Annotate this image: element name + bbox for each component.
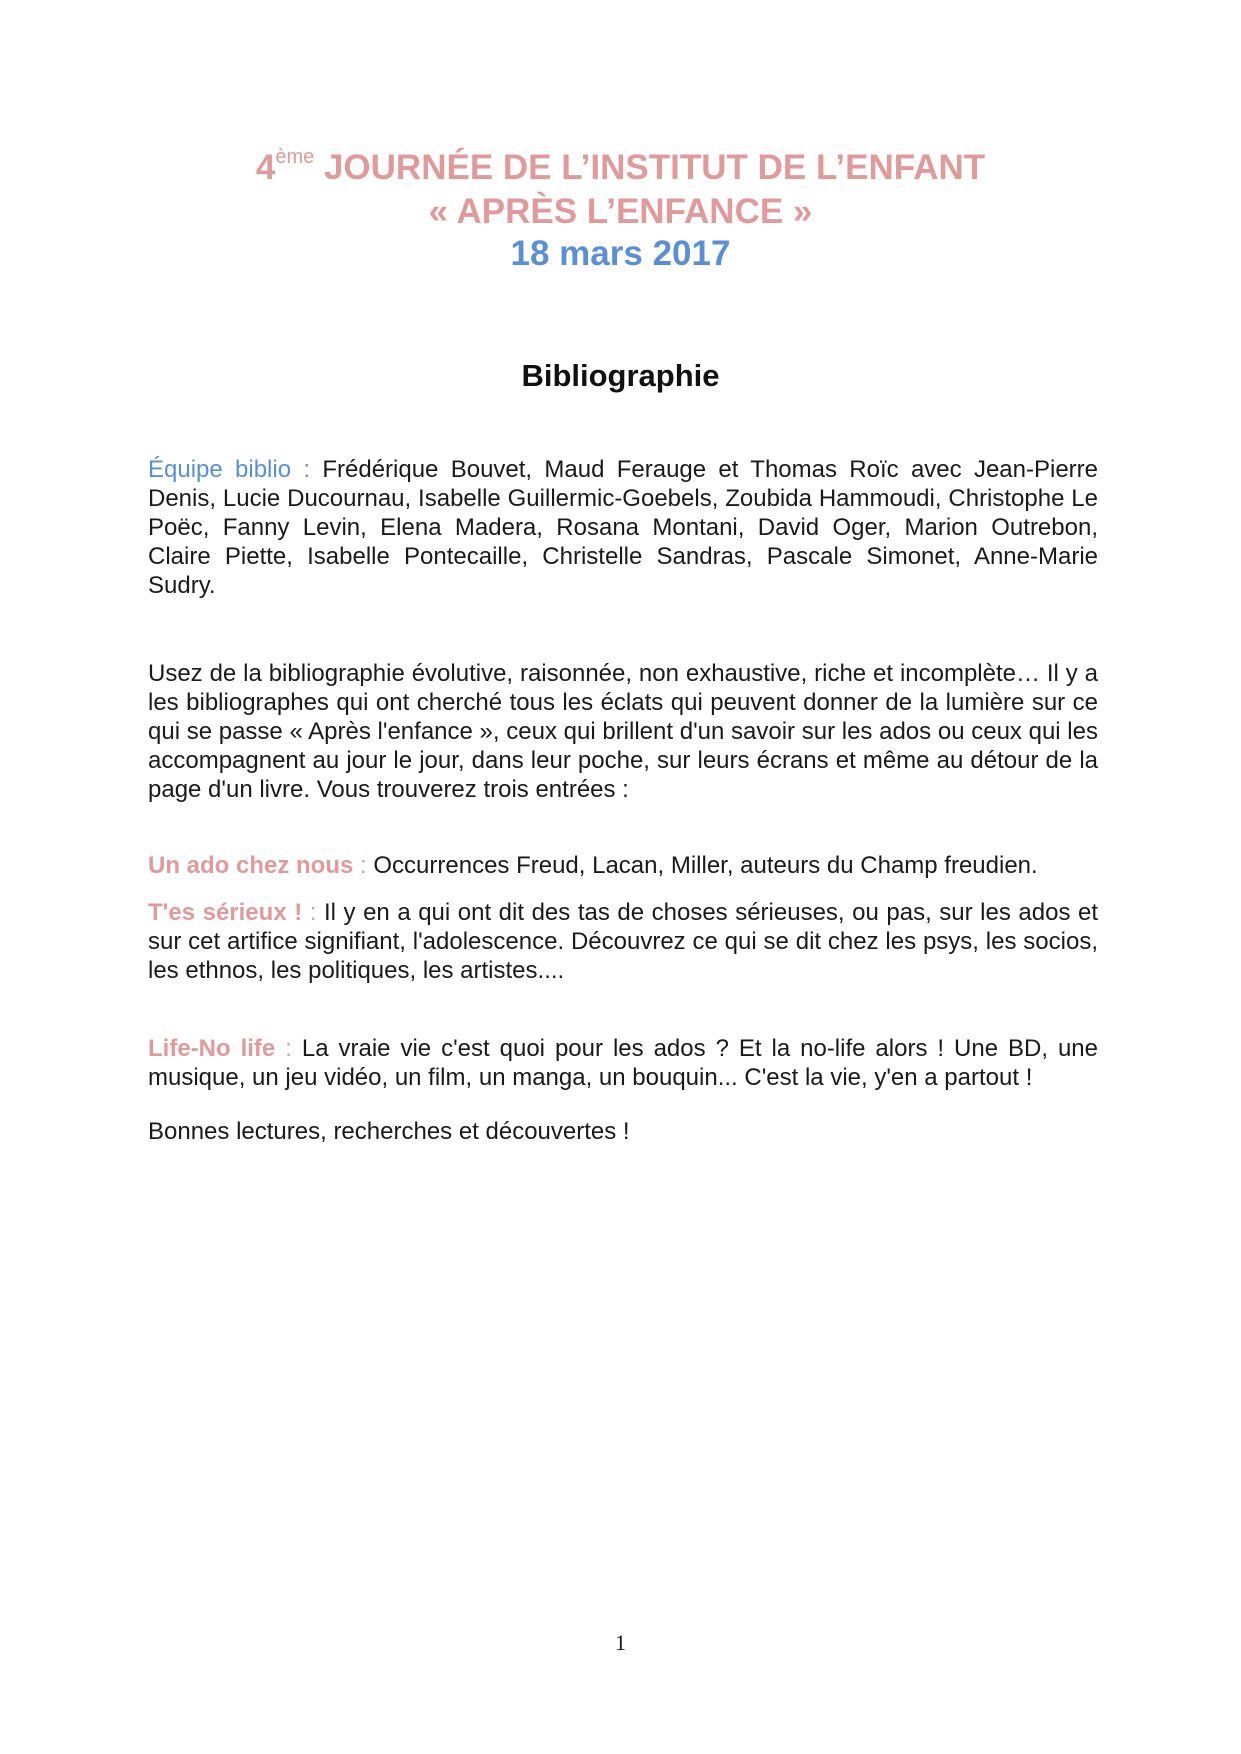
- section-title: Bibliographie: [521, 358, 720, 393]
- entry-label: T'es sérieux !: [148, 899, 303, 926]
- event-title-line1: [0, 146, 1241, 195]
- entry-description: La vraie vie c'est quoi pour les ados ? Et la no-life alors ! Une BD, une musique, un jeu vidéo, un film, un manga, un bouquin... C'est la vie, y'en a partout !: [148, 1035, 1098, 1091]
- event-theme-title: « APRÈS L’ENFANCE »: [428, 192, 813, 231]
- event-date: 18 mars 2017: [510, 234, 731, 273]
- closing-line: Bonnes lectures, recherches et découvertes !: [148, 1118, 630, 1145]
- team-members: Frédérique Bouvet, Maud Ferauge et Thomas Roïc avec Jean-Pierre Denis, Lucie Ducournau, Isabelle Guillermic-Goebels, Zoubida Hammoudi, Christophe Le Poëc, Fanny Levin, Elena Madera, Rosana Montani, David Oger, Marion Outrebon, Claire Piette, Isabelle Pontecaille, Christelle Sandras, Pascale Simonet, Anne-Marie Sudry.: [148, 456, 1098, 599]
- page-number: 1: [615, 1630, 626, 1655]
- entry-separator: :: [275, 1035, 292, 1062]
- entry-tes-serieux: [148, 898, 1098, 985]
- event-title-text: JOURNÉE DE L’INSTITUT DE L’ENFANT: [314, 148, 986, 187]
- team-label: Équipe biblio :: [148, 456, 311, 483]
- entry-label: Life-No life: [148, 1035, 276, 1062]
- intro-paragraph: Usez de la bibliographie évolutive, raisonnée, non exhaustive, riche et incomplète… Il y a les bibliographes qui ont cherché tous les éclats qui peuvent donner de la lumière sur ce qui se passe « Après l'enfance », ceux qui brillent d'un savoir sur les ados ou ceux qui les accompagnent au jour le jour, dans leur poche, sur leurs écrans et même au détour de la page d'un livre. Vous trouverez trois entrées :: [148, 660, 1098, 803]
- entry-separator: :: [353, 852, 367, 879]
- entry-separator: :: [302, 899, 317, 926]
- event-number: 4: [255, 148, 276, 187]
- entry-un-ado-chez-nous: [148, 851, 1098, 880]
- team-paragraph: [148, 455, 1098, 600]
- event-number-superscript: ème: [275, 146, 315, 168]
- entry-description: Il y en a qui ont dit des tas de choses sérieuses, ou pas, sur les ados et sur cet artifice signifiant, l'adolescence. Découvrez ce qui se dit chez les psys, les socios, les ethnos, les politiques, les artistes....: [148, 899, 1099, 984]
- entry-life-no-life: [148, 1034, 1098, 1092]
- entry-description: Occurrences Freud, Lacan, Miller, auteurs du Champ freudien.: [366, 852, 1038, 879]
- entry-label: Un ado chez nous: [148, 852, 354, 879]
